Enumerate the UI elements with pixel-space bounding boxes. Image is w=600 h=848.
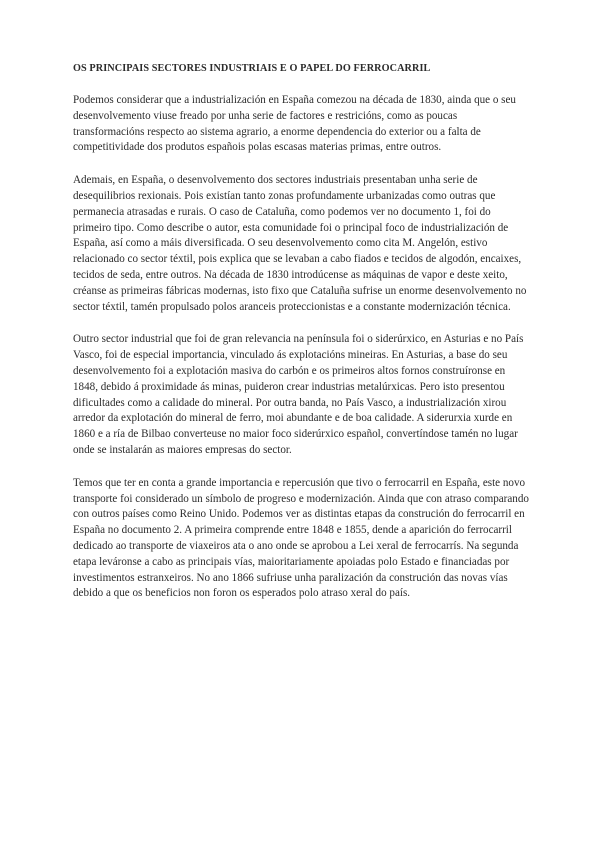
paragraph-railway: Temos que ter en conta a grande importancia e repercusión que tivo o ferrocarril en España, este novo transporte foi considerado un símbolo de progreso e modernización. Ainda que con atraso comparando con outros países como Reino Unido. Podemos ver as distintas etapas da construción do ferrocarril en España no documento 2. A primeira comprende entre 1848 e 1855, dende a aparición do ferrocarril dedicado ao transporte de viaxeiros ata o ano onde se aprobou a Lei xeral de ferrocarrís. Na segunda etapa leváronse a cabo as principais vías, maioritariamente apoiadas polo Estado e financiadas por investimentos estranxeiros. No ano 1866 sufriuse unha paralización da construción das novas vías debido a que os beneficios non foron os esperados polo atraso xeral do país. xyxy=(73,476,529,600)
paragraph-steel-sector: Outro sector industrial que foi de gran relevancia na península foi o siderúrxico, en Asturias e no País Vasco, foi de especial importancia, vinculado ás explotacións mineiras. En Asturias, a base do seu desenvolvemento foi a explotación masiva do carbón e os primeiros altos fornos construíronse en 1848, debido á proximidade ás minas, puideron crear industrias metalúrxicas. Pero isto presentou dificultades como a calidade do mineral. Por outra banda, no País Vasco, a industrialización xirou arredor da explotación do mineral de ferro, moi abundante e de boa calidade. A siderurxia xurde en 1860 e a ría de Bilbao converteuse no maior foco siderúrxico español, convertíndose tamén no lugar onde se instalarán as maiores empresas do sector. xyxy=(73,333,524,456)
document-title: OS PRINCIPAIS SECTORES INDUSTRIAIS E O PAPEL DO FERROCARRIL xyxy=(73,63,431,74)
paragraph-regional-imbalances: Ademais, en España, o desenvolvemento dos sectores industriais presentaban unha serie de desequilibrios rexionais. Pois existían tanto zonas profundamente urbanizadas como outras que permanecia atrasadas e rurais. O caso de Cataluña, como podemos ver no documento 1, foi do primeiro tipo. Como describe o autor, esta comunidade foi o principal foco de industrialización de España, así como a máis diversificada. O seu desenvolvemento como cita M. Angelón, estivo relacionado co sector téxtil, pois explica que se levaban a cabo fiados e tecidos de algodón, encaixes, tecidos de seda, entre outros. Na década de 1830 introdúcense as máquinas de vapor e deste xeito, créanse as primeiras fábricas modernas, isto fixo que Cataluña sufrise un enorme desenvolvemento no sector téxtil, tamén propulsado polos aranceis proteccionistas e a constante modernización técnica. xyxy=(73,174,527,313)
paragraph-industrialization-intro: Podemos considerar que a industrialización en España comezou na década de 1830, ainda que o seu desenvolvemento viuse freado por unha serie de factores e restricións, como as poucas transformacións respecto ao sistema agrario, a enorme dependencia do exterior ou a falta de competitividade dos produtos españois polas escasas materias primas, entre outros. xyxy=(73,94,516,154)
document-page xyxy=(73,62,529,619)
